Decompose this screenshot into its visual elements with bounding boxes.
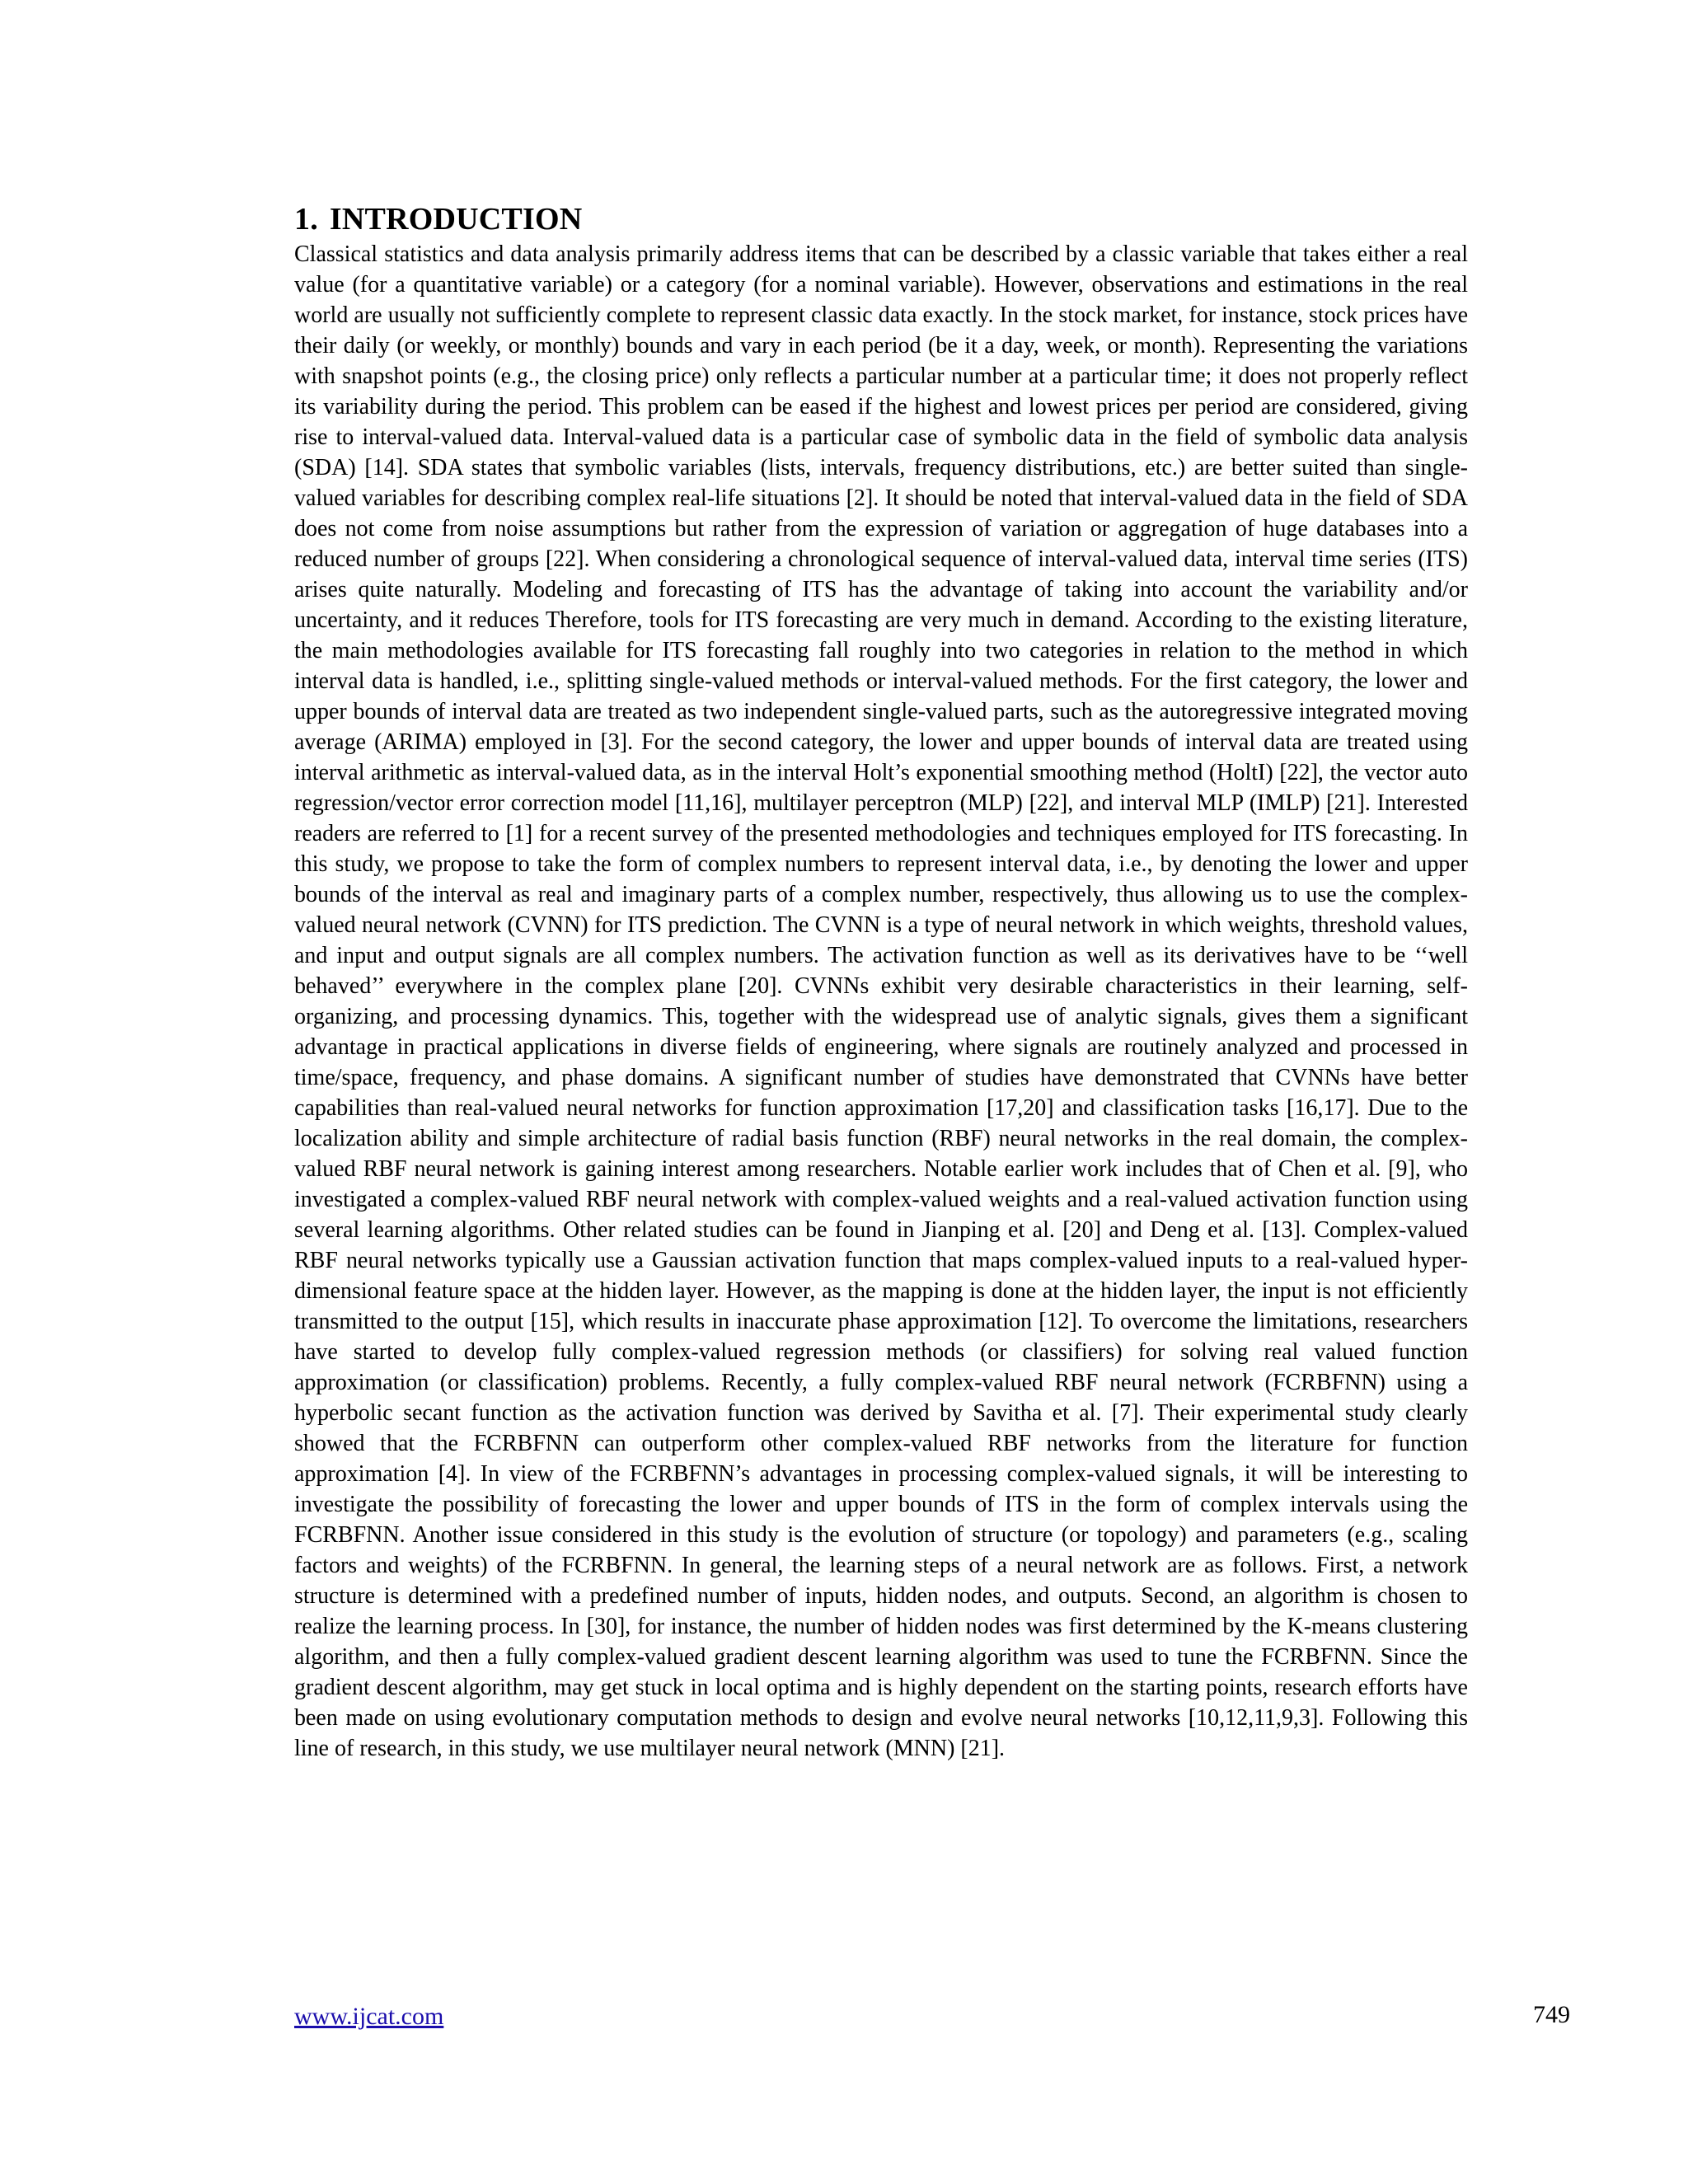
page-number: 749 bbox=[1533, 2001, 1570, 2028]
journal-website-link[interactable]: www.ijcat.com bbox=[294, 2003, 444, 2030]
section-title: INTRODUCTION bbox=[329, 202, 583, 237]
section-number: 1. bbox=[294, 202, 318, 237]
section-heading bbox=[294, 199, 582, 239]
introduction-paragraph: Classical statistics and data analysis primarily address items that can be described by a classic variable that takes either a real value (for a quantitative variable) or a category (for a nominal variable). However, observations and estimations in the real world are usually not sufficiently complete to represent classic data exactly. In the stock market, for instance, stock prices have their daily (or weekly, or monthly) bounds and vary in each period (be it a day, week, or month). Representing the variations with snapshot points (e.g., the closing price) only reflects a particular number at a particular time; it does not properly reflect its variability during the period. This problem can be eased if the highest and lowest prices per period are considered, giving rise to interval-valued data. Interval-valued data is a particular case of symbolic data in the field of symbolic data analysis (SDA) [14]. SDA states that symbolic variables (lists, intervals, frequency distributions, etc.) are better suited than single-valued variables for describing complex real-life situations [2]. It should be noted that interval-valued data in the field of SDA does not come from noise assumptions but rather from the expression of variation or aggregation of huge databases into a reduced number of groups [22]. When considering a chronological sequence of interval-valued data, interval time series (ITS) arises quite naturally. Modeling and forecasting of ITS has the advantage of taking into account the variability and/or uncertainty, and it reduces Therefore, tools for ITS forecasting are very much in demand. According to the existing literature, the main methodologies available for ITS forecasting fall roughly into two categories in relation to the method in which interval data is handled, i.e., splitting single-valued methods or interval-valued methods. For the first category, the lower and upper bounds of interval data are treated as two independent single-valued parts, such as the autoregressive integrated moving average (ARIMA) employed in [3]. For the second category, the lower and upper bounds of interval data are treated using interval arithmetic as interval-valued data, as in the interval Holt’s exponential smoothing method (HoltI) [22], the vector auto regression/vector error correction model [11,16], multilayer perceptron (MLP) [22], and interval MLP (IMLP) [21]. Interested readers are referred to [1] for a recent survey of the presented methodologies and techniques employed for ITS forecasting. In this study, we propose to take the form of complex numbers to represent interval data, i.e., by denoting the lower and upper bounds of the interval as real and imaginary parts of a complex number, respectively, thus allowing us to use the complex-valued neural network (CVNN) for ITS prediction. The CVNN is a type of neural network in which weights, threshold values, and input and output signals are all complex numbers. The activation function as well as its derivatives have to be ‘‘well behaved’’ everywhere in the complex plane [20]. CVNNs exhibit very desirable characteristics in their learning, self-organizing, and processing dynamics. This, together with the widespread use of analytic signals, gives them a significant advantage in practical applications in diverse fields of engineering, where signals are routinely analyzed and processed in time/space, frequency, and phase domains. A significant number of studies have demonstrated that CVNNs have better capabilities than real-valued neural networks for function approximation [17,20] and classification tasks [16,17]. Due to the localization ability and simple architecture of radial basis function (RBF) neural networks in the real domain, the complex-valued RBF neural network is gaining interest among researchers. Notable earlier work includes that of Chen et al. [9], who investigated a complex-valued RBF neural network with complex-valued weights and a real-valued activation function using several learning algorithms. Other related studies can be found in Jianping et al. [20] and Deng et al. [13]. Complex-valued RBF neural networks typically use a Gaussian activation function that maps complex-valued inputs to a real-valued hyper-dimensional feature space at the hidden layer. However, as the mapping is done at the hidden layer, the input is not efficiently transmitted to the output [15], which results in inaccurate phase approximation [12]. To overcome the limitations, researchers have started to develop fully complex-valued regression methods (or classifiers) for solving real valued function approximation (or classification) problems. Recently, a fully complex-valued RBF neural network (FCRBFNN) using a hyperbolic secant function as the activation function was derived by Savitha et al. [7]. Their experimental study clearly showed that the FCRBFNN can outperform other complex-valued RBF networks from the literature for function approximation [4]. In view of the FCRBFNN’s advantages in processing complex-valued signals, it will be interesting to investigate the possibility of forecasting the lower and upper bounds of ITS in the form of complex intervals using the FCRBFNN. Another issue considered in this study is the evolution of structure (or topology) and parameters (e.g., scaling factors and weights) of the FCRBFNN. In general, the learning steps of a neural network are as follows. First, a network structure is determined with a predefined number of inputs, hidden nodes, and outputs. Second, an algorithm is chosen to realize the learning process. In [30], for instance, the number of hidden nodes was first determined by the K-means clustering algorithm, and then a fully complex-valued gradient descent learning algorithm was used to tune the FCRBFNN. Since the gradient descent algorithm, may get stuck in local optima and is highly dependent on the starting points, research efforts have been made on using evolutionary computation methods to design and evolve neural networks [10,12,11,9,3]. Following this line of research, in this study, we use multilayer neural network (MNN) [21]. bbox=[294, 241, 1468, 1761]
